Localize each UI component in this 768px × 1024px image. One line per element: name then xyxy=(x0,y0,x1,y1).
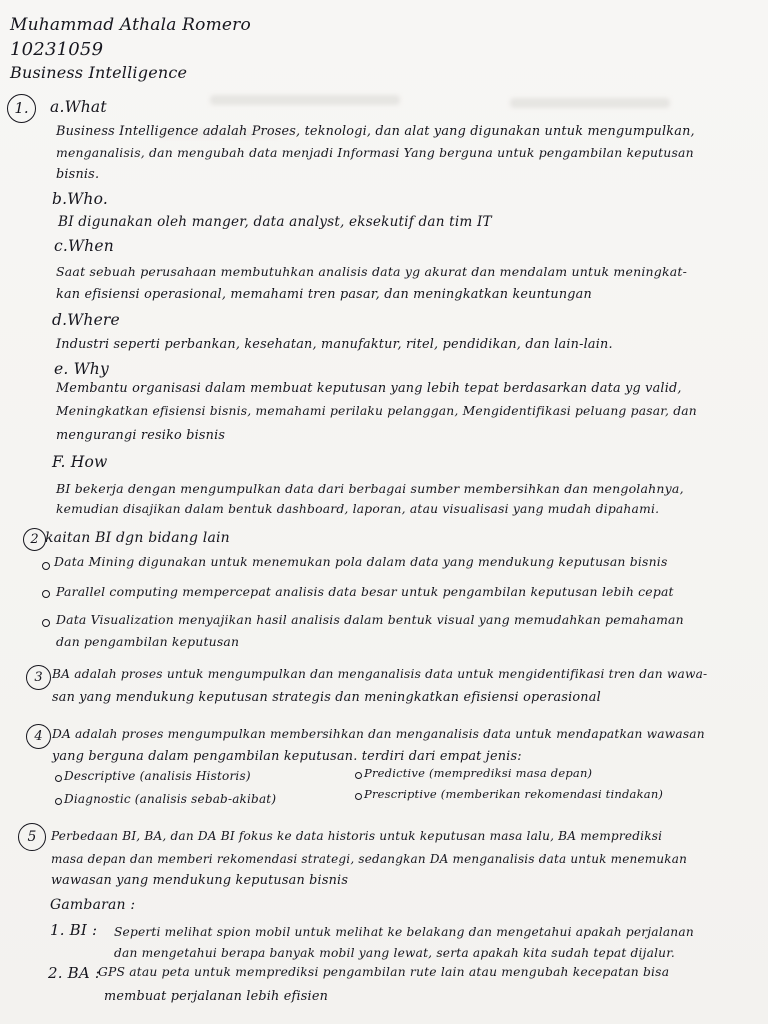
q1-where-title: d.Where xyxy=(52,311,120,329)
student-name: Muhammad Athala Romero xyxy=(10,15,251,35)
q3-line: san yang mendukung keputusan strategis dan meningkatkan efisiensi operasional xyxy=(52,690,601,705)
course-name: Business Intelligence xyxy=(10,63,188,82)
q1-why-line: mengurangi resiko bisnis xyxy=(56,428,226,443)
q1-why-line: Meningkatkan efisiensi bisnis, memahami perilaku pelanggan, Mengidentifikasi peluang pasar, dan xyxy=(56,404,697,418)
q1-who-line: BI digunakan oleh manger, data analyst, eksekutif dan tim IT xyxy=(58,214,492,230)
q1-when-title: c.When xyxy=(54,237,114,255)
q1-why-line: Membantu organisasi dalam membuat keputusan yang lebih tepat berdasarkan data yg valid, xyxy=(56,381,682,396)
q2-bullet: Parallel computing mempercepat analisis data besar untuk pengambilan keputusan lebih cepat xyxy=(56,584,674,599)
bullet-marker xyxy=(55,798,62,805)
question-number-1: 1. xyxy=(7,94,36,123)
bullet-marker xyxy=(42,590,50,598)
q5-example-line: Seperti melihat spion mobil untuk melihat ke belakang dan mengetahui apakah perjalanan xyxy=(114,925,694,939)
q1-what-line: menganalisis, dan mengubah data menjadi Informasi Yang berguna untuk pengambilan keputusan xyxy=(56,145,694,160)
q4-type: Prescriptive (memberikan rekomendasi tindakan) xyxy=(364,787,664,801)
q5-line: wawasan yang mendukung keputusan bisnis xyxy=(51,873,349,888)
q1-why-title: e. Why xyxy=(54,360,109,378)
q5-gambaran-title: Gambaran : xyxy=(50,897,136,913)
q3-line: BA adalah proses untuk mengumpulkan dan menganalisis data untuk mengidentifikasi tren dan wawa- xyxy=(52,667,708,681)
question-number-4: 4 xyxy=(26,724,51,749)
bullet-marker xyxy=(42,619,50,627)
q1-when-line: kan efisiensi operasional, memahami tren pasar, dan meningkatkan keuntungan xyxy=(56,287,592,302)
q4-line: yang berguna dalam pengambilan keputusan. terdiri dari empat jenis: xyxy=(52,749,522,764)
bleed-through-mark xyxy=(210,95,400,105)
bullet-marker xyxy=(355,772,362,779)
bullet-marker xyxy=(55,775,62,782)
q5-example-label: 2. BA : xyxy=(48,964,101,982)
q1-who-title: b.Who. xyxy=(52,190,108,208)
q4-line: DA adalah proses mengumpulkan membersihkan dan menganalisis data untuk mendapatkan wawasan xyxy=(52,727,705,741)
q5-line: Perbedaan BI, BA, dan DA BI fokus ke data historis untuk keputusan masa lalu, BA memprediksi xyxy=(51,829,663,843)
q4-type: Diagnostic (analisis sebab-akibat) xyxy=(64,792,277,806)
q1-what-title: a.What xyxy=(50,98,107,116)
q2-bullet: Data Mining digunakan untuk menemukan pola dalam data yang mendukung keputusan bisnis xyxy=(54,554,668,569)
q2-bullet-cont: dan pengambilan keputusan xyxy=(56,634,240,649)
q4-type: Descriptive (analisis Historis) xyxy=(64,769,251,783)
q1-where-line: Industri seperti perbankan, kesehatan, manufaktur, ritel, pendidikan, dan lain-lain. xyxy=(56,337,613,352)
question-number-2: 2 xyxy=(23,528,46,551)
q1-how-title: F. How xyxy=(52,453,108,471)
q1-what-line: bisnis. xyxy=(56,167,100,182)
q5-example-line: GPS atau peta untuk memprediksi pengambilan rute lain atau mengubah kecepatan bisa xyxy=(98,965,670,979)
bleed-through-mark xyxy=(510,98,670,108)
q5-example-label: 1. BI : xyxy=(50,921,98,939)
bullet-marker xyxy=(42,562,50,570)
q1-how-line: BI bekerja dengan mengumpulkan data dari berbagai sumber membersihkan dan mengolahnya, xyxy=(56,481,684,496)
q1-when-line: Saat sebuah perusahaan membutuhkan analisis data yg akurat dan mendalam untuk meningkat- xyxy=(56,264,688,279)
q1-how-line: kemudian disajikan dalam bentuk dashboard, laporan, atau visualisasi yang mudah dipahami. xyxy=(56,502,660,516)
q4-type: Predictive (memprediksi masa depan) xyxy=(364,766,593,780)
q5-example-line: dan mengetahui berapa banyak mobil yang lewat, serta apakah kita sudah tepat dijalur. xyxy=(114,946,675,960)
q5-example-line: membuat perjalanan lebih efisien xyxy=(104,989,329,1004)
q2-bullet: Data Visualization menyajikan hasil analisis dalam bentuk visual yang memudahkan pemahaman xyxy=(56,612,684,627)
student-id: 10231059 xyxy=(10,39,104,60)
question-number-5: 5 xyxy=(18,823,46,851)
q5-line: masa depan dan memberi rekomendasi strategi, sedangkan DA menganalisis data untuk menemukan xyxy=(51,852,688,866)
q1-what-line: Business Intelligence adalah Proses, teknologi, dan alat yang digunakan untuk mengumpulkan, xyxy=(56,124,695,139)
question-number-3: 3 xyxy=(26,665,51,690)
bullet-marker xyxy=(355,793,362,800)
q2-title: kaitan BI dgn bidang lain xyxy=(45,530,230,546)
